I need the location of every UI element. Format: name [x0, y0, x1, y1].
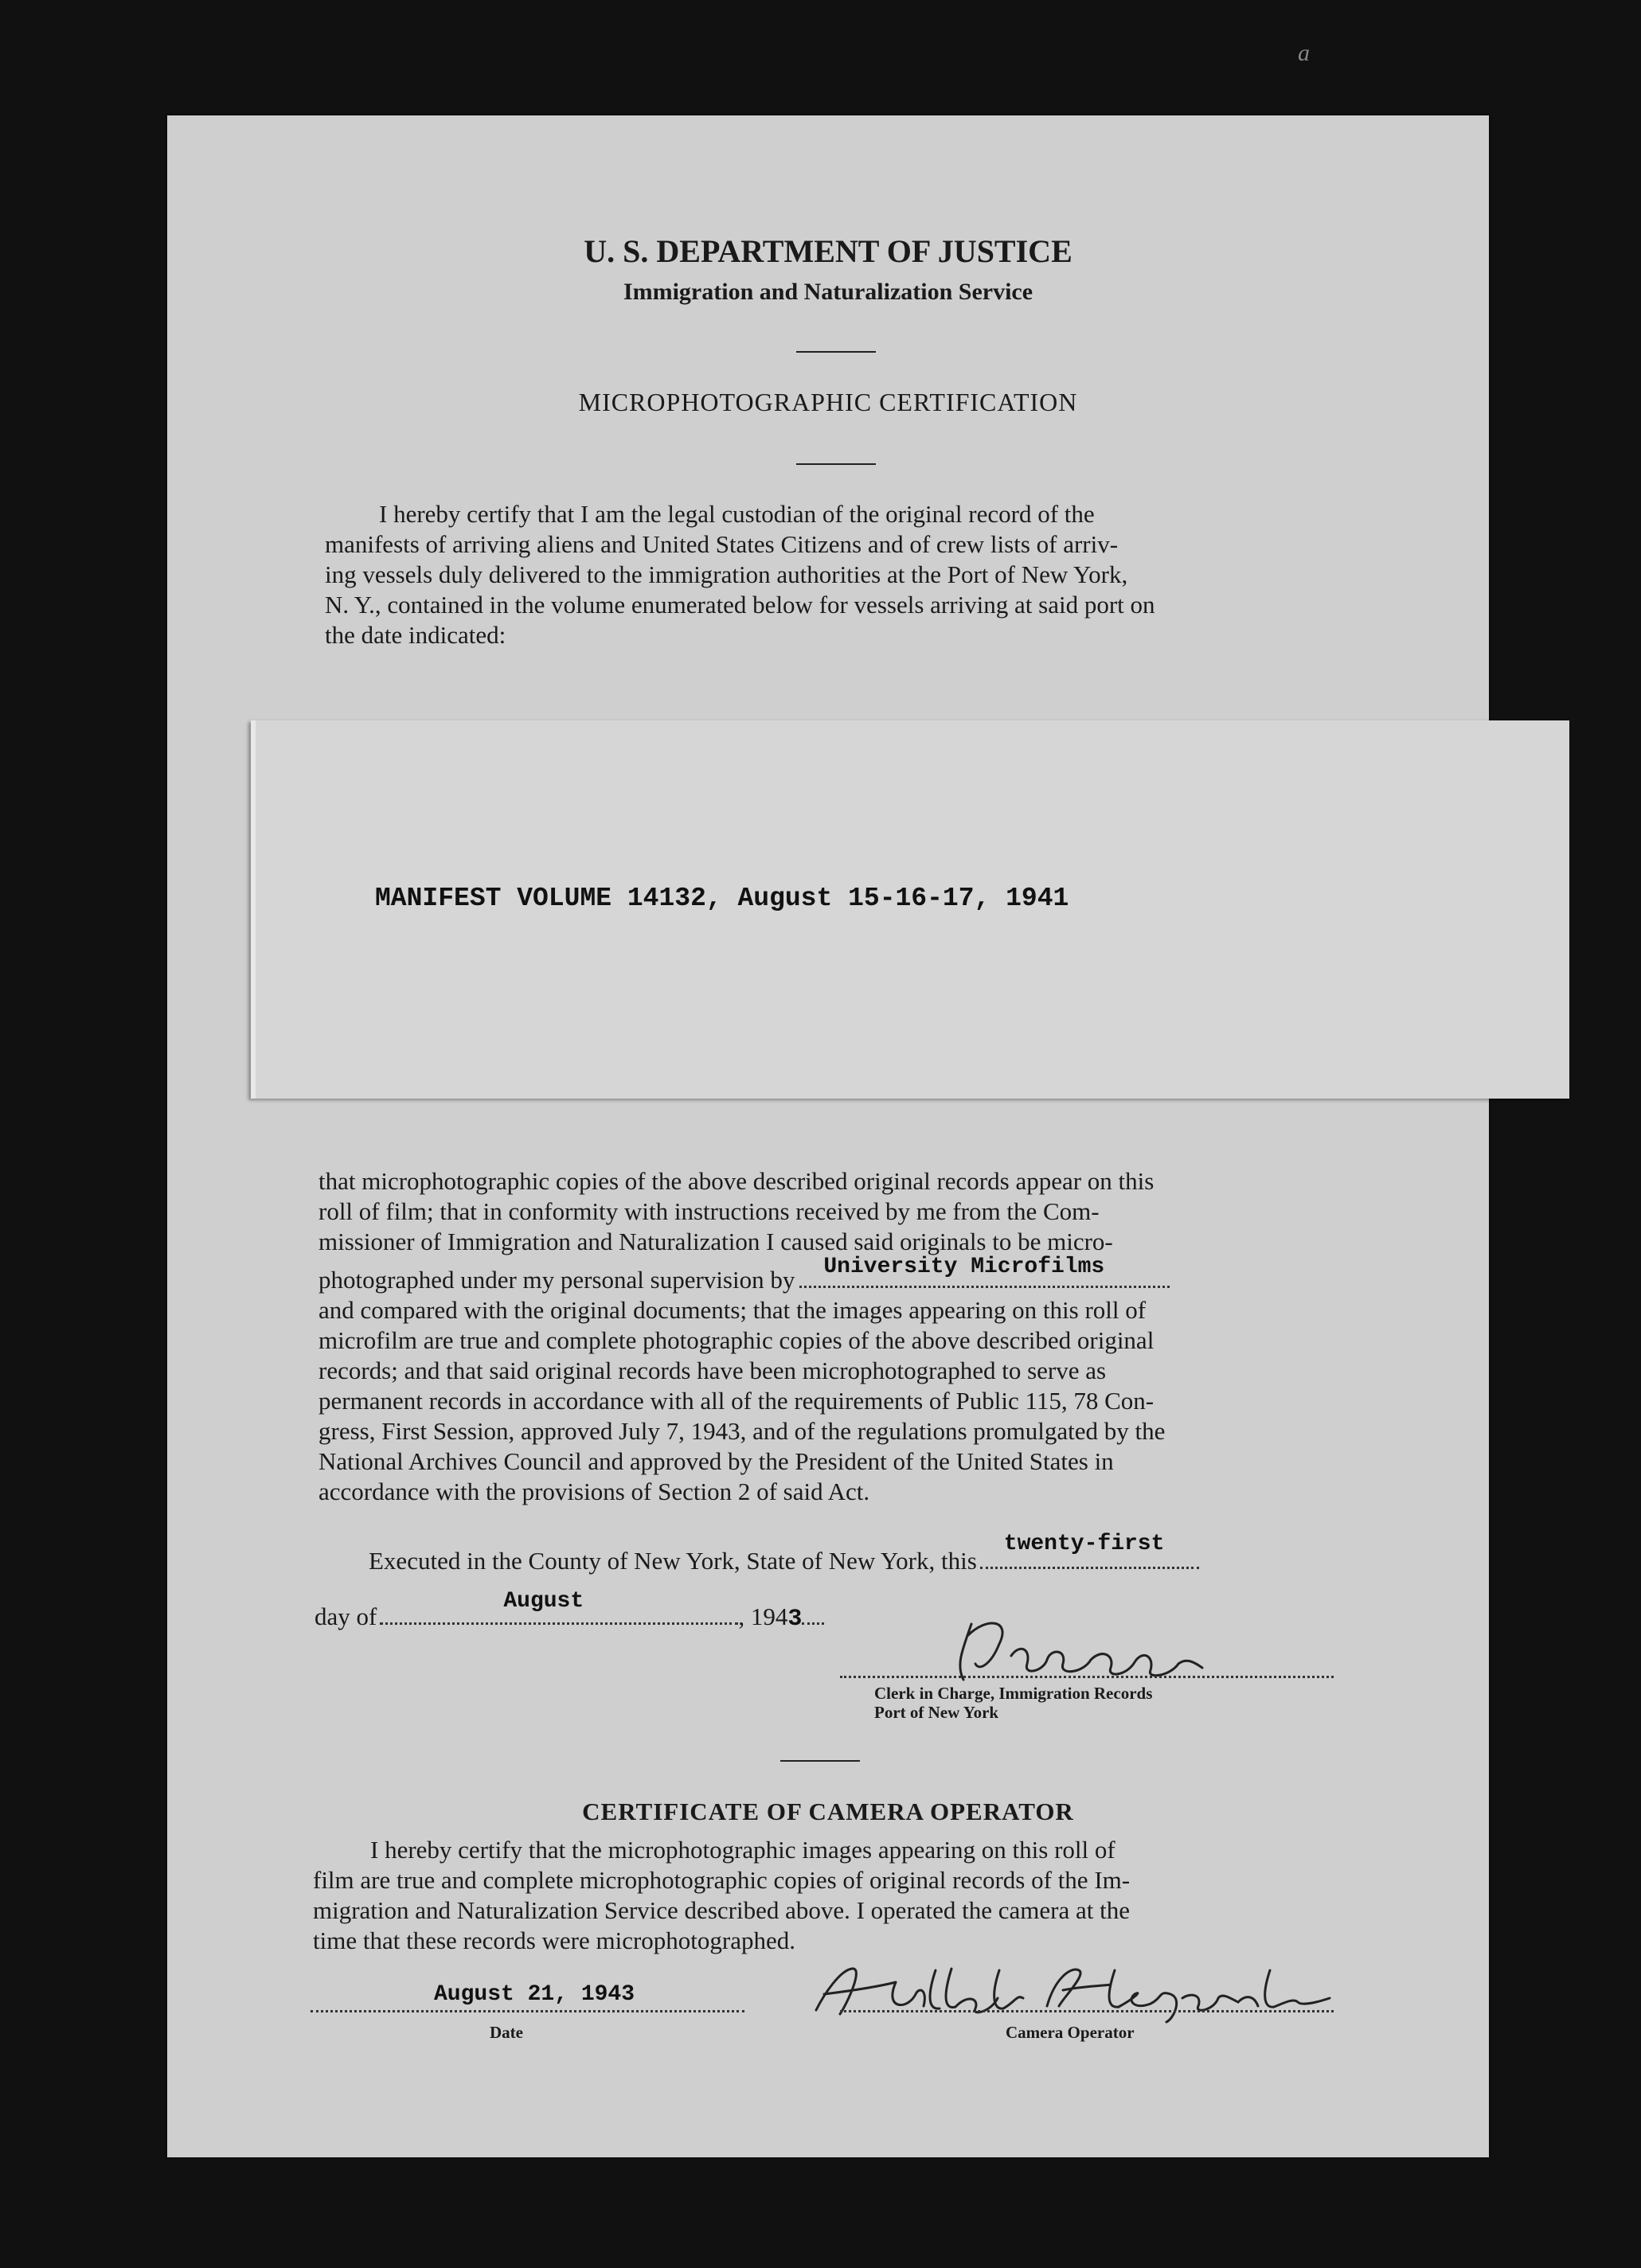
frame-mark: a: [1298, 40, 1310, 66]
date-label: Date: [490, 2023, 523, 2042]
camera-line: I hereby certify that the microphotographic images appearing on this roll of: [370, 1836, 1115, 1864]
executed-month-field: [380, 1589, 738, 1625]
intro-line: ing vessels duly delivered to the immigration authorities at the Port of New York,: [325, 560, 1128, 588]
operator-label: Camera Operator: [1006, 2023, 1135, 2042]
divider: [796, 463, 876, 465]
camera-line: migration and Naturalization Service described above. I operated the camera at the: [313, 1896, 1130, 1924]
body-line: accordance with the provisions of Section 2 of said Act.: [318, 1478, 870, 1505]
body-line: records; and that said original records have been microphotographed to serve as: [318, 1357, 1107, 1384]
certification-title: MICROPHOTOGRAPHIC CERTIFICATION: [578, 388, 1078, 416]
divider: [780, 1760, 860, 1762]
manifest-slip: [251, 720, 1569, 1099]
intro-line: I hereby certify that I am the legal custodian of the original record of the: [379, 500, 1095, 528]
executed-day-value: twenty-first: [1003, 1532, 1165, 1556]
camera-certificate-paragraph: [313, 1835, 1340, 1956]
date-signature-line: [311, 2010, 744, 2012]
executed-line: [369, 1532, 1199, 1575]
supervisor-field: [799, 1255, 1170, 1288]
divider: [796, 351, 876, 353]
operator-date-value: August 21, 1943: [434, 1982, 635, 2007]
supervisor-value: University Microfilms: [823, 1255, 1105, 1279]
body-line: microfilm are true and complete photographic copies of the above described original: [318, 1326, 1155, 1354]
body-line: and compared with the original documents; that the images appearing on this roll of: [318, 1296, 1147, 1324]
manifest-entry: MANIFEST VOLUME 14132, August 15-16-17, 1941: [375, 884, 1069, 913]
clerk-title: Clerk in Charge, Immigration Records: [874, 1684, 1153, 1703]
year-fill: [802, 1599, 824, 1625]
body-line: gress, First Session, approved July 7, 1943, and of the regulations promulgated by the: [318, 1417, 1166, 1445]
supervision-line: [318, 1255, 1339, 1295]
intro-line: the date indicated:: [325, 621, 506, 649]
operator-signature: [808, 1962, 1334, 2030]
camera-certificate-title: CERTIFICATE OF CAMERA OPERATOR: [582, 1798, 1074, 1825]
intro-line: manifests of arriving aliens and United States Citizens and of crew lists of arriv-: [325, 530, 1119, 558]
body-line: permanent records in accordance with all of the requirements of Public 115, 78 Con-: [318, 1387, 1155, 1415]
executed-year-digit: 3: [787, 1606, 803, 1633]
supervision-prefix: photographed under my personal supervision by: [318, 1266, 795, 1294]
executed-prefix: Executed in the County of New York, State of New York, this: [369, 1547, 977, 1575]
clerk-location: Port of New York: [874, 1703, 999, 1722]
body-line: National Archives Council and approved by the President of the United States in: [318, 1447, 1114, 1475]
body-line: roll of film; that in conformity with instructions received by me from the Com-: [318, 1197, 1100, 1225]
camera-line: time that these records were microphotographed.: [313, 1926, 795, 1954]
clerk-title-block: [874, 1684, 1152, 1722]
page-content: [167, 115, 1489, 2157]
clerk-signature-line: [840, 1676, 1334, 1678]
body-line: that microphotographic copies of the above described original records appear on this: [318, 1167, 1155, 1195]
day-of-label: day of: [315, 1602, 377, 1630]
intro-line: N. Y., contained in the volume enumerated below for vessels arriving at said port on: [325, 591, 1155, 619]
date-line: [315, 1589, 824, 1633]
executed-day-field: [980, 1532, 1199, 1569]
year-prefix: , 194: [738, 1602, 788, 1630]
body-line: missioner of Immigration and Naturalization I caused said originals to be micro-: [318, 1228, 1113, 1255]
department-heading: U. S. DEPARTMENT OF JUSTICE: [584, 233, 1073, 269]
certificate-page: [167, 115, 1489, 2157]
body-paragraph: [318, 1166, 1339, 1507]
executed-month-value: August: [503, 1589, 584, 1614]
intro-paragraph: [325, 499, 1344, 650]
camera-line: film are true and complete microphotographic copies of original records of the Im-: [313, 1866, 1131, 1894]
operator-signature-line: [840, 2010, 1334, 2012]
service-heading: Immigration and Naturalization Service: [623, 279, 1033, 305]
